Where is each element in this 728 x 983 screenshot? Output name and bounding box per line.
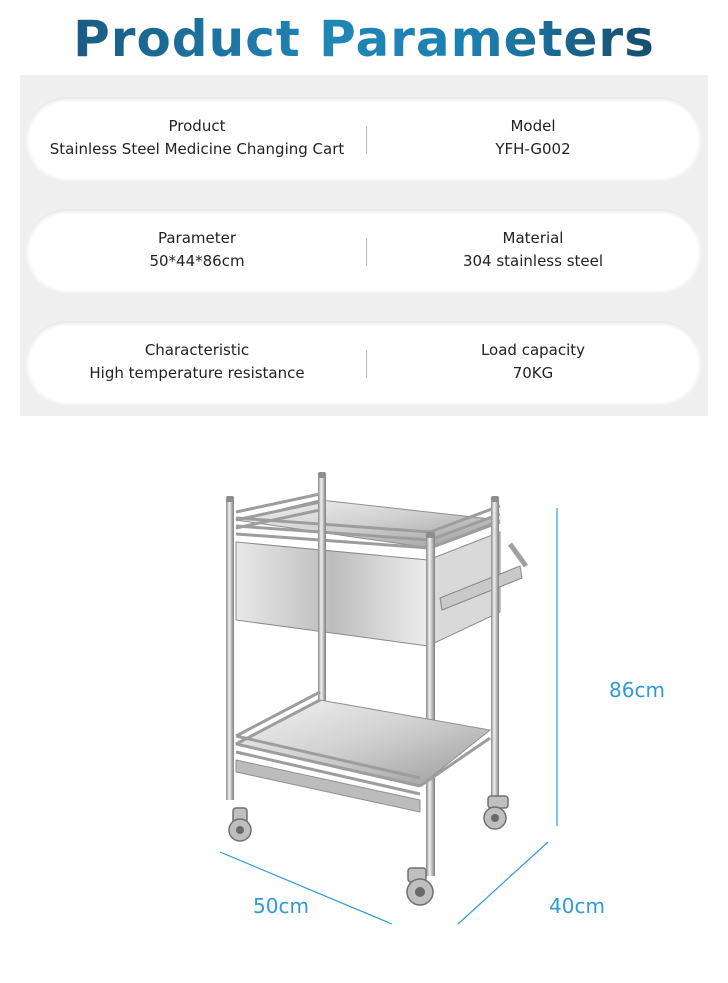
param-value: 50*44*86cm [149, 252, 245, 270]
param-cell-product [30, 97, 364, 179]
param-label: Characteristic [144, 341, 250, 359]
param-cell-model [366, 97, 700, 179]
param-label: Parameter [157, 229, 237, 247]
width-dimension-label: 50cm [253, 894, 309, 918]
cart-illustration [0, 430, 728, 979]
depth-dimension-label: 40cm [549, 894, 605, 918]
param-cell-parameter [30, 209, 364, 291]
page-title: Product Parameters [0, 10, 728, 68]
param-label: Product [168, 117, 226, 135]
param-card-product [26, 97, 701, 179]
param-value: YFH-G002 [495, 140, 571, 158]
parameters-panel [20, 75, 708, 416]
param-value: High temperature resistance [89, 364, 305, 382]
param-label: Material [502, 229, 564, 247]
param-cell-material [366, 209, 700, 291]
param-label: Load capacity [480, 341, 586, 359]
param-value: 304 stainless steel [462, 252, 604, 270]
height-dimension-label: 86cm [609, 678, 665, 702]
param-label: Model [510, 117, 556, 135]
param-card-characteristic [26, 321, 701, 403]
param-card-parameter [26, 209, 701, 291]
param-value: Stainless Steel Medicine Changing Cart [49, 140, 345, 158]
param-cell-load-capacity [366, 321, 700, 403]
param-value: 70KG [512, 364, 554, 382]
param-cell-characteristic [30, 321, 364, 403]
product-image-area [0, 430, 728, 979]
